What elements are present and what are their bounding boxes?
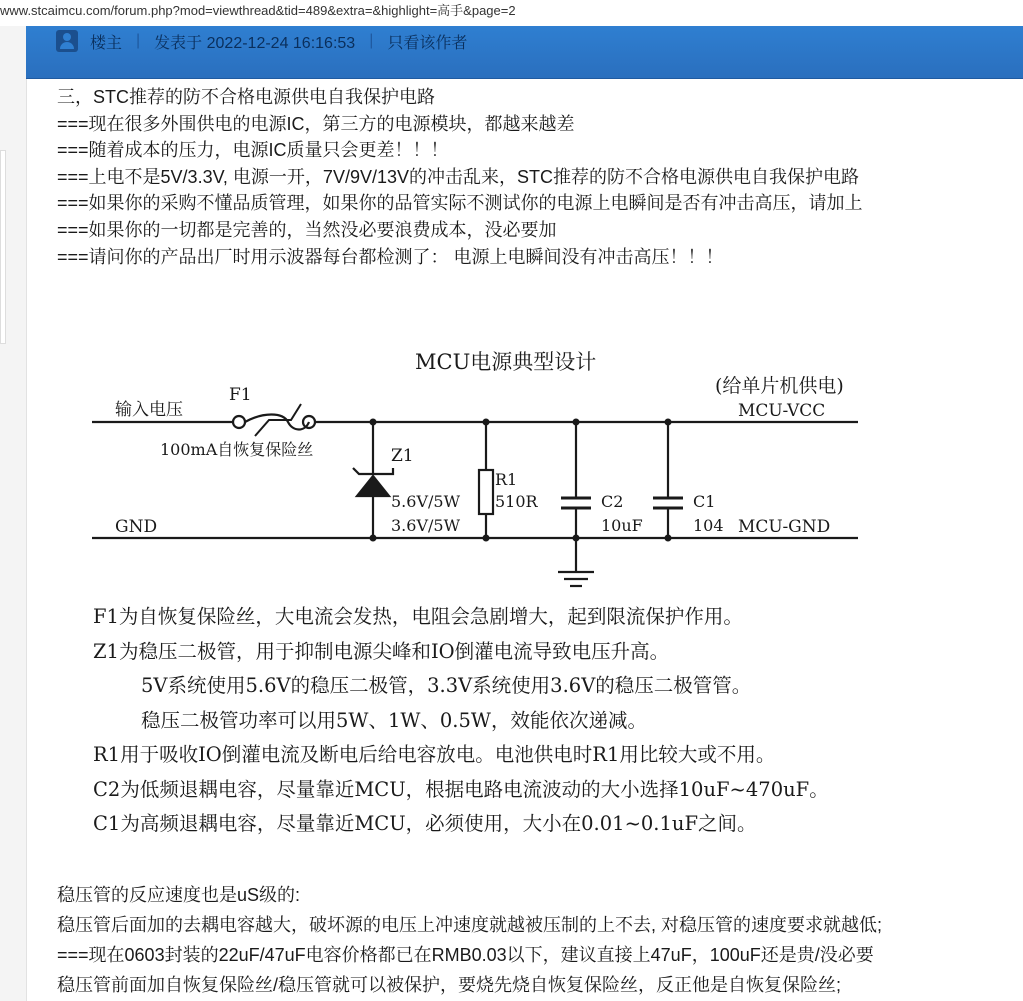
diagram-title: MCU电源典型设计 xyxy=(415,350,597,374)
header-separator: | xyxy=(136,32,141,49)
junction-dot xyxy=(665,535,672,542)
r1-label: R1 xyxy=(495,470,518,489)
f1-ptc-mark xyxy=(255,404,301,436)
post-body xyxy=(57,84,1023,270)
junction-dot xyxy=(370,419,377,426)
z1-label: Z1 xyxy=(391,446,414,466)
mcu-gnd-label: MCU-GND xyxy=(738,517,831,537)
intro-line: ===现在很多外围供电的电源IC，第三方的电源模块，都越来越差 xyxy=(57,113,575,134)
junction-dot xyxy=(370,535,377,542)
z1-value-a: 5.6V/5W xyxy=(391,492,461,511)
f1-label: F1 xyxy=(229,385,252,405)
note-line: F1为自恢复保险丝，大电流会发热，电阻会急剧增大，起到限流保护作用。 xyxy=(93,605,743,628)
c2-label: C2 xyxy=(601,492,624,511)
post-time: 发表于 2022-12-24 16:16:53 xyxy=(154,34,356,52)
user-icon xyxy=(56,30,78,52)
post-header-bar xyxy=(26,26,1023,79)
note-line: R1用于吸收IO倒灌电流及断电后给电容放电。电池供电时R1用比较大或不用。 xyxy=(93,743,776,766)
c1-label: C1 xyxy=(693,492,716,511)
address-url[interactable]: www.stcaimcu.com/forum.php?mod=viewthread&tid=489&extra=&highlight=高手&page=2 xyxy=(0,3,516,18)
intro-line: ===如果你的采购不懂品质管理，如果你的品管实际不测试你的电源上电瞬间是否有冲击高压，请加上 xyxy=(57,193,863,214)
z1-anode xyxy=(357,476,389,496)
bottom-line: ===现在0603封装的22uF/47uF电容价格都已在RMB0.03以下，建议直接上47uF，100uF还是贵/没必要 xyxy=(57,945,874,965)
diagram-notes xyxy=(93,600,993,842)
junction-dot xyxy=(573,535,580,542)
r1-resistor xyxy=(479,470,493,514)
post-footer-text xyxy=(57,880,1023,1000)
c2-value: 10uF xyxy=(601,516,643,535)
supply-note: (给单片机供电) xyxy=(715,375,844,397)
left-panel-edge xyxy=(0,150,6,344)
bottom-line: 稳压管前面加自恢复保险丝/稳压管就可以被保护，要烧先烧自恢复保险丝，反正他是自恢复保险丝; xyxy=(57,975,841,995)
junction-dot xyxy=(665,419,672,426)
junction-dot xyxy=(573,419,580,426)
bottom-line: 稳压管的反应速度也是uS级的: xyxy=(57,885,301,905)
address-bar[interactable] xyxy=(0,0,1023,26)
note-line: C1为高频退耦电容，尽量靠近MCU，必须使用，大小在0.01~0.1uF之间。 xyxy=(93,812,757,835)
f1-terminal-left xyxy=(233,416,245,428)
vcc-label: MCU-VCC xyxy=(738,401,826,421)
f1-fuse xyxy=(245,415,309,430)
author-label: 楼主 xyxy=(90,34,123,52)
note-line: 5V系统使用5.6V的稳压二极管，3.3V系统使用3.6V的稳压二极管管。 xyxy=(141,674,752,697)
z1-value-b: 3.6V/5W xyxy=(391,516,461,535)
junction-dot xyxy=(483,535,490,542)
intro-line: ===随着成本的压力，电源IC质量只会更差！！！ xyxy=(57,140,449,161)
intro-line: ===如果你的一切都是完善的，当然没必要浪费成本，没必要加 xyxy=(57,219,557,240)
gnd-label: GND xyxy=(115,517,158,537)
only-author-link[interactable]: 只看该作者 xyxy=(387,34,468,52)
junction-dot xyxy=(483,419,490,426)
fuse-description: 100mA自恢复保险丝 xyxy=(160,440,314,459)
header-separator: | xyxy=(369,32,374,49)
intro-line: ===上电不是5V/3.3V, 电源一开，7V/9V/13V的冲击乱来，STC推荐的防不合格电源供电自我保护电路 xyxy=(57,166,859,187)
intro-line: 三，STC推荐的防不合格电源供电自我保护电路 xyxy=(57,87,435,107)
c1-value: 104 xyxy=(693,516,724,535)
r1-value: 510R xyxy=(495,492,538,511)
input-label: 输入电压 xyxy=(115,400,183,420)
note-line: C2为低频退耦电容，尽量靠近MCU，根据电路电流波动的大小选择10uF~470uF。 xyxy=(93,777,829,801)
bottom-line: 稳压管后面加的去耦电容越大，破坏源的电压上冲速度就越被压制的上不去, 对稳压管的速度要求就越低; xyxy=(57,915,882,935)
note-line: 稳压二极管功率可以用5W、1W、0.5W，效能依次递减。 xyxy=(141,708,647,732)
intro-line: ===请问你的产品出厂时用示波器每台都检测了： 电源上电瞬间没有冲击高压！！！ xyxy=(57,246,724,267)
note-line: Z1为稳压二极管，用于抑制电源尖峰和IO倒灌电流导致电压升高。 xyxy=(93,639,670,663)
